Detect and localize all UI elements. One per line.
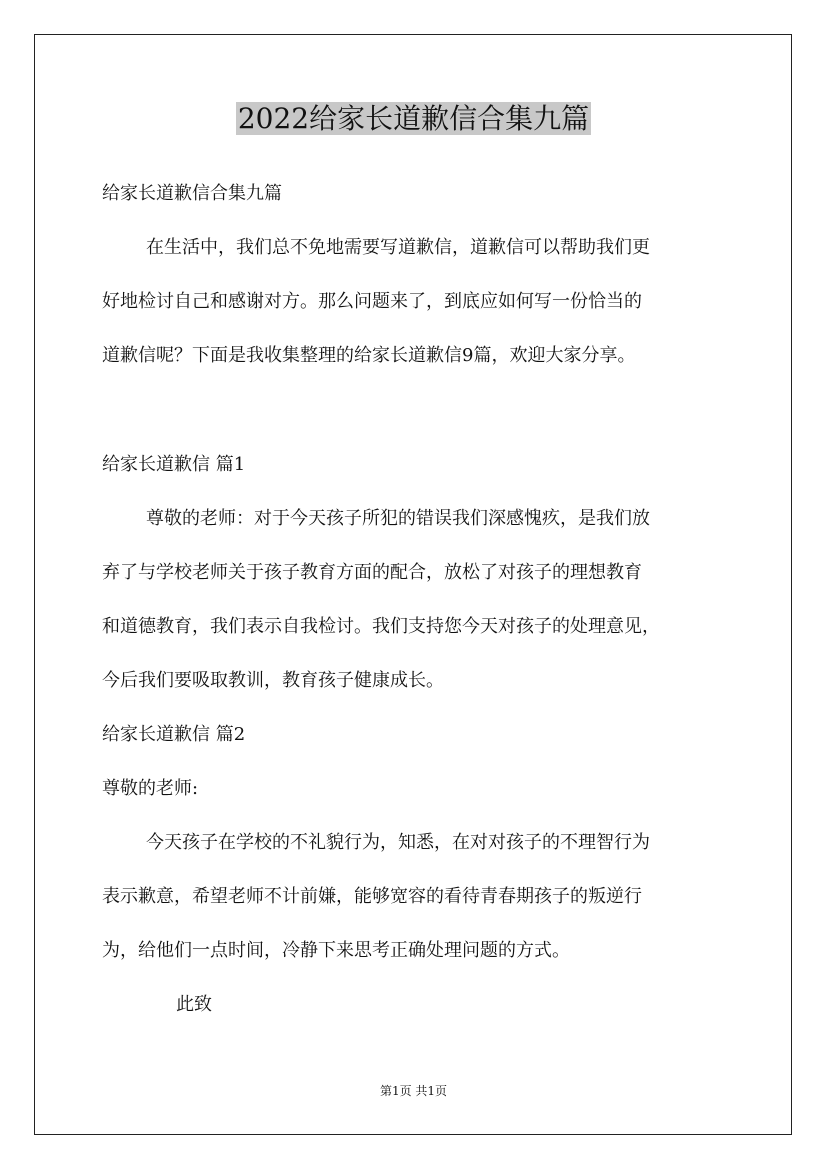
closing-line: 此致 xyxy=(176,994,212,1015)
salutation-line: 尊敬的老师: xyxy=(102,778,199,799)
section1-line-4: 今后我们要吸取教训，教育孩子健康成长。 xyxy=(102,670,444,691)
section-heading-1: 给家长道歉信 篇1 xyxy=(102,454,246,475)
page-footer: 第1页 共1页 xyxy=(379,1084,448,1098)
section1-line-1: 尊敬的老师：对于今天孩子所犯的错误我们深感愧疚，是我们放 xyxy=(146,508,650,529)
intro-line-2: 好地检讨自己和感谢对方。那么问题来了，到底应如何写一份恰当的 xyxy=(102,291,642,312)
section2-line-2: 表示歉意，希望老师不计前嫌，能够宽容的看待青春期孩子的叛逆行 xyxy=(102,886,642,907)
section1-line-2: 弃了与学校老师关于孩子教育方面的配合，放松了对孩子的理想教育 xyxy=(102,562,642,583)
document-title: 2022给家长道歉信合集九篇 xyxy=(237,102,590,135)
section-heading-2: 给家长道歉信 篇2 xyxy=(102,724,246,745)
section2-line-3: 为，给他们一点时间，冷静下来思考正确处理问题的方式。 xyxy=(102,940,570,961)
section1-line-3: 和道德教育，我们表示自我检讨。我们支持您今天对孩子的处理意见， xyxy=(102,616,660,637)
subtitle-line: 给家长道歉信合集九篇 xyxy=(102,183,282,204)
intro-line-3: 道歉信呢？下面是我收集整理的给家长道歉信9篇，欢迎大家分享。 xyxy=(102,345,636,366)
section2-line-1: 今天孩子在学校的不礼貌行为，知悉，在对对孩子的不理智行为 xyxy=(146,832,650,853)
document-title-wrap xyxy=(0,98,827,140)
intro-line-1: 在生活中，我们总不免地需要写道歉信，道歉信可以帮助我们更 xyxy=(146,237,650,258)
